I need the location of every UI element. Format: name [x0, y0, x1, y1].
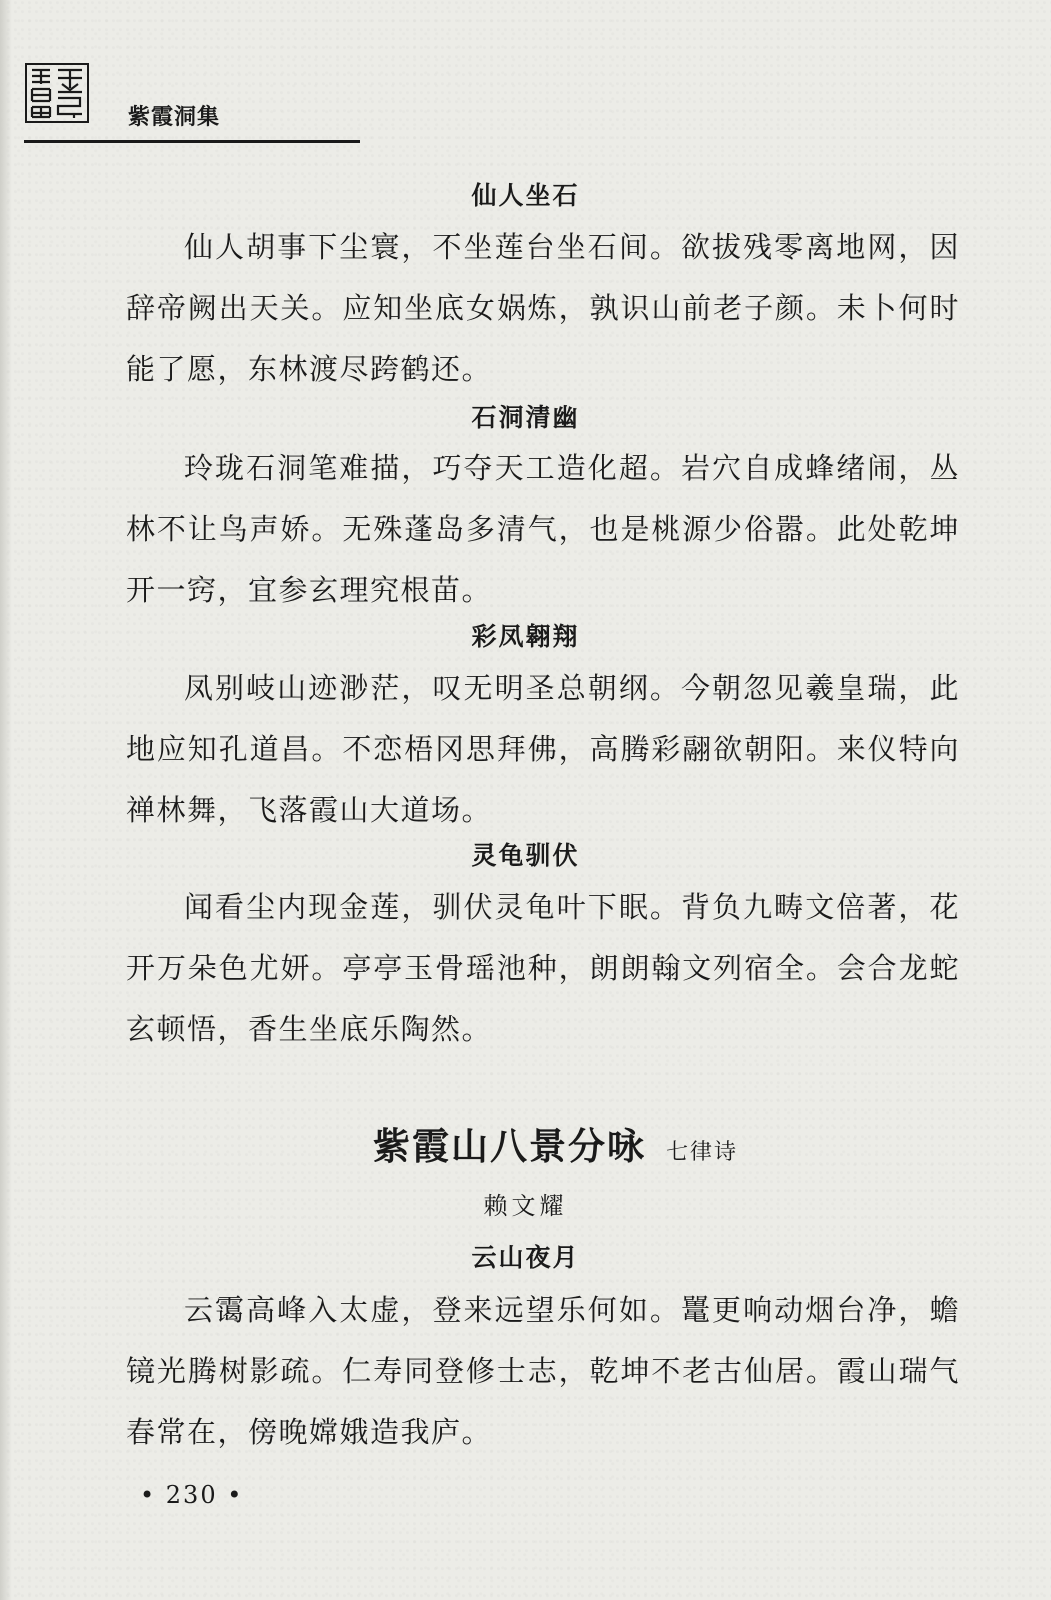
- poem-title: 仙人坐石: [471, 181, 580, 210]
- section-heading: [0, 1116, 1051, 1170]
- page-number: • 230 •: [140, 1481, 244, 1509]
- poem-body: 仙人胡事下尘寰，不坐莲台坐石间。欲拔残零离地网，因辞帝阙出天关。应知坐底女娲炼，孰识山前老子颜。未卜何时能了愿，东林渡尽跨鹤还。: [126, 230, 960, 386]
- poem-title: 云山夜月: [471, 1243, 580, 1272]
- poem-title: 石洞清幽: [471, 403, 580, 432]
- author-name: 赖文耀: [483, 1192, 568, 1220]
- header-rule: [24, 140, 360, 143]
- poem-body: 云霭高峰入太虚，登来远望乐何如。鼍更响动烟台净，蟾镜光腾树影疏。仁寿同登修士志，乾坤不老古仙居。霞山瑞气春常在，傍晚嫦娥造我庐。: [126, 1293, 960, 1449]
- poem-title: 彩凤翱翔: [471, 622, 580, 651]
- section-title: 紫霞山八景分咏: [372, 1124, 646, 1168]
- section-subtitle: 七律诗: [665, 1140, 738, 1165]
- poem-body: 凤别岐山迹渺茫，叹无明圣总朝纲。今朝忽见羲皇瑞，此地应知孔道昌。不恋梧冈思拜佛，高腾彩翮欲朝阳。来仪特向禅林舞，飞落霞山大道场。: [126, 671, 960, 827]
- running-head: 紫霞洞集: [128, 105, 221, 130]
- page-edge-shadow: [0, 0, 12, 1600]
- seal-logo-icon: [24, 62, 90, 124]
- poem-body: 闻看尘内现金莲，驯伏灵龟叶下眠。背负九畴文倍著，花开万朵色尤妍。亭亭玉骨瑶池种，朗朗翰文列宿全。会合龙蛇玄顿悟，香生坐底乐陶然。: [126, 890, 960, 1046]
- poem-body: 玲珑石洞笔难描，巧夺天工造化超。岩穴自成蜂绪闹，丛林不让鸟声娇。无殊蓬岛多清气，也是桃源少俗嚣。此处乾坤开一窍，宜参玄理究根苗。: [126, 451, 960, 607]
- poem-title: 灵龟驯伏: [471, 841, 580, 870]
